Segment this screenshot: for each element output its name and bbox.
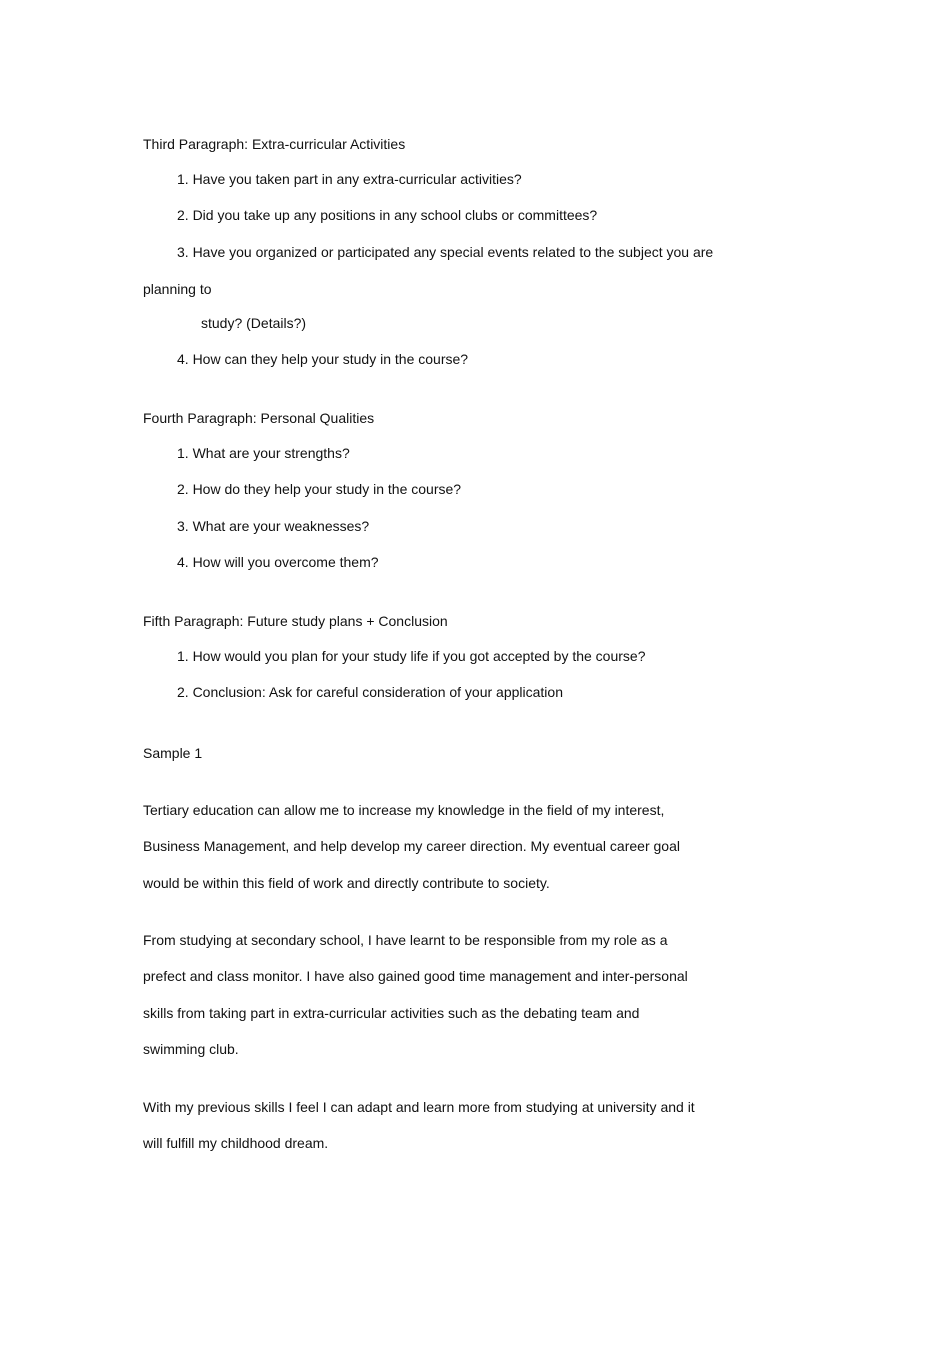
list-item-continuation: study? (Details?) bbox=[201, 315, 307, 331]
list-item: 1. What are your strengths? bbox=[177, 445, 350, 461]
list-item: 1. Have you taken part in any extra-curricular activities? bbox=[177, 171, 522, 187]
list-item: 1. How would you plan for your study life if you got accepted by the course? bbox=[177, 648, 646, 664]
list-item: 3. What are your weaknesses? bbox=[177, 518, 370, 534]
list-item: 4. How can they help your study in the course? bbox=[177, 351, 469, 367]
list-item: 2. Did you take up any positions in any school clubs or committees? bbox=[177, 207, 598, 223]
paragraph-line: From studying at secondary school, I have learnt to be responsible from my role as a bbox=[143, 932, 668, 948]
paragraph-line: would be within this field of work and directly contribute to society. bbox=[143, 875, 550, 891]
section-heading: Third Paragraph: Extra-curricular Activities bbox=[143, 136, 406, 152]
paragraph-line: will fulfill my childhood dream. bbox=[143, 1135, 329, 1151]
list-item: 4. How will you overcome them? bbox=[177, 554, 379, 570]
paragraph-line: swimming club. bbox=[143, 1041, 239, 1057]
paragraph-line: skills from taking part in extra-curricular activities such as the debating team and bbox=[143, 1005, 640, 1021]
paragraph-line: With my previous skills I feel I can adapt and learn more from studying at university and it bbox=[143, 1099, 695, 1115]
list-item: 3. Have you organized or participated any special events related to the subject you are bbox=[177, 244, 714, 260]
paragraph-line: Business Management, and help develop my career direction. My eventual career goal bbox=[143, 838, 680, 854]
paragraph-line: Tertiary education can allow me to increase my knowledge in the field of my interest, bbox=[143, 802, 665, 818]
sample-title: Sample 1 bbox=[143, 745, 203, 761]
list-item: 2. Conclusion: Ask for careful consideration of your application bbox=[177, 684, 563, 700]
section-heading: Fourth Paragraph: Personal Qualities bbox=[143, 410, 375, 426]
list-item: 2. How do they help your study in the course? bbox=[177, 481, 462, 497]
paragraph-line: prefect and class monitor. I have also gained good time management and inter-personal bbox=[143, 968, 688, 984]
section-heading: Fifth Paragraph: Future study plans + Conclusion bbox=[143, 613, 448, 629]
list-item-wrap: planning to bbox=[143, 281, 212, 297]
